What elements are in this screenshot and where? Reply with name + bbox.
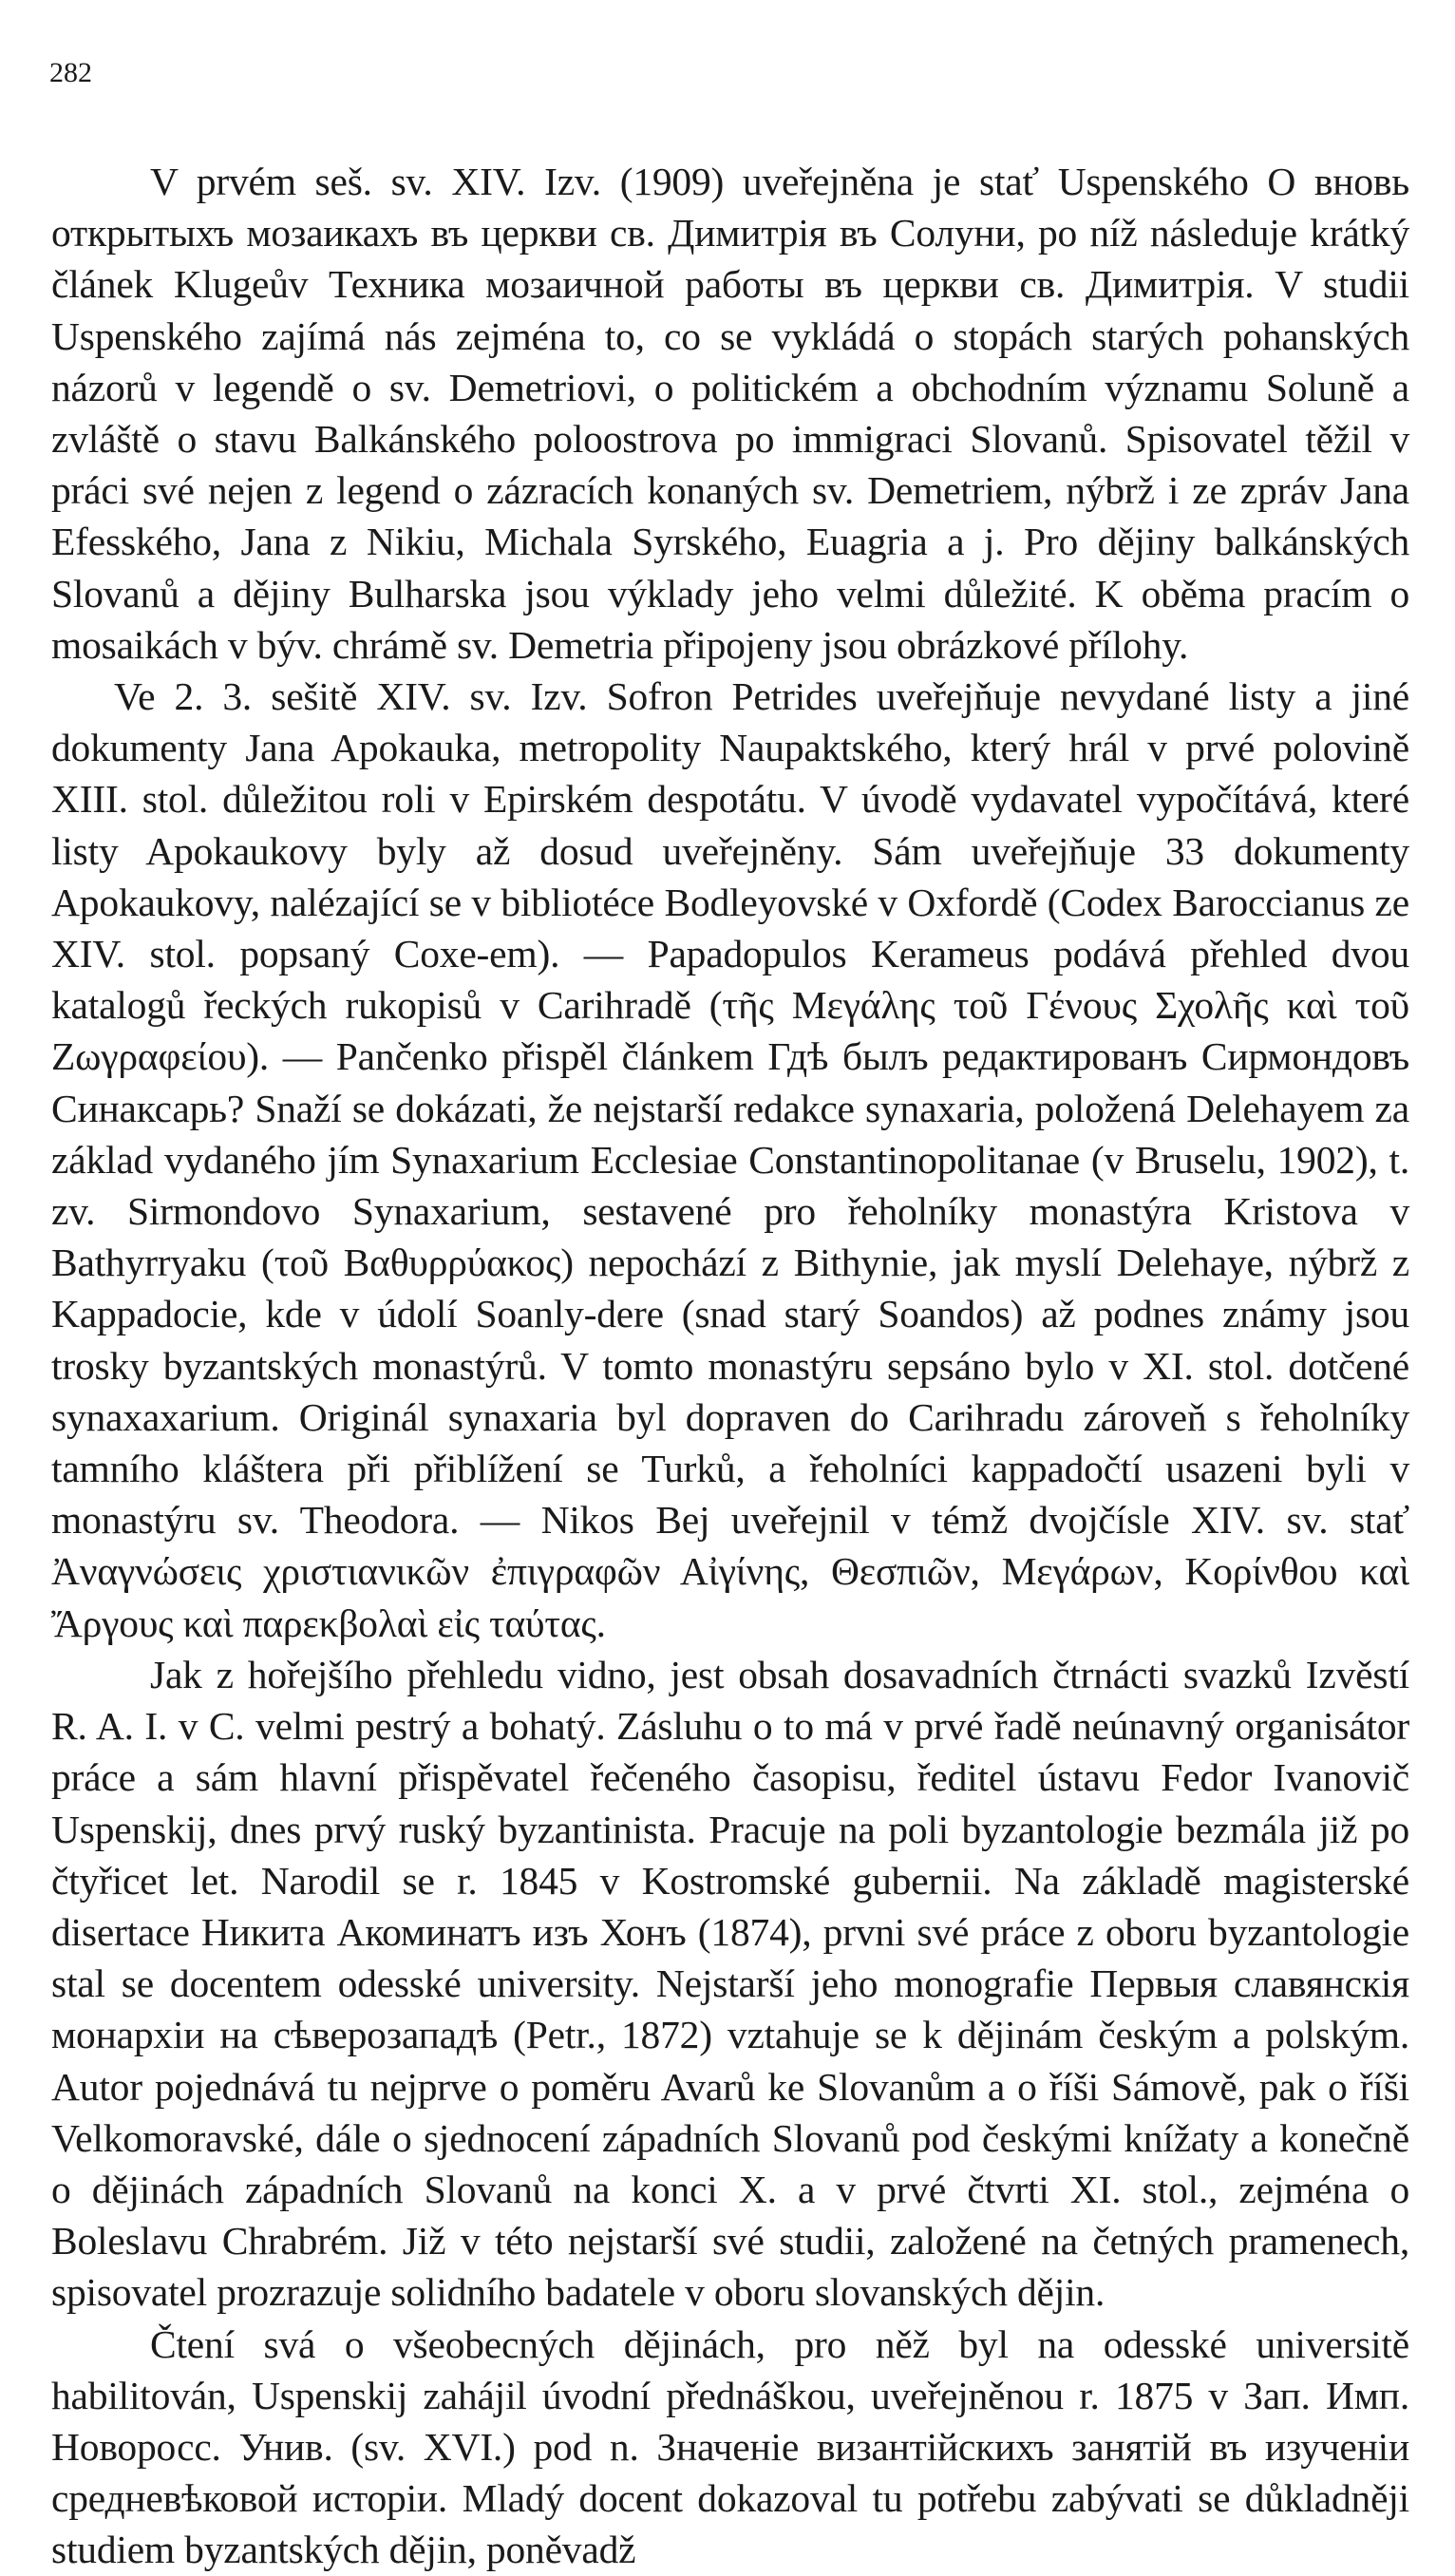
paragraph-4: Čtení svá o všeobecných dějinách, pro něž byl na odesské universitě habilitován, Uspenskij zahájil úvodní přednáškou, uveřejněnou r. 1875 v Зап. Имп. Новоросс. Унив. (sv. XVI.) pod n. Значеніе византійскихъ занятій въ изученіи средневѣковой исторіи. Mladý docent dokazoval tu potřebu zabývati se důkladněji studiem byzantských dějin, poněvadž [51, 2321, 1409, 2572]
body-text [51, 156, 1409, 2576]
paragraph-3: Jak z hořejšího přehledu vidno, jest obsah dosavadních čtrnácti svazků Izvěstí R. A. I. v C. velmi pestrý a bohatý. Zásluhu o to má v prvé řadě neúnavný organisátor práce a sám hlavní přispěvatel řečeného časopisu, ředitel ústavu Fedor Ivanovič Uspenskij, dnes prvý ruský byzantinista. Pracuje na poli byzantologie bezmála již po čtyřicet let. Narodil se r. 1845 v Kostromské gubernii. Na základě magisterské disertace Никита Акоминатъ изъ Хонъ (1874), prvni své práce z oboru byzantologie stal se docentem odesské university. Nejstarší jeho monografie Первыя славянскія монархіи на сѣверозападѣ (Petr., 1872) vztahuje se k dějinám českým a polským. Autor pojednává tu nejprve o poměru Avarů ke Slovanům a o říši Sámově, pak o říši Velkomoravské, dále o sjednocení západních Slovanů pod českými knížaty a konečně o dějinách západních Slovanů na konci X. a v prvé čtvrti XI. stol., zejména o Boleslavu Chrabrém. Již v této nejstarší své studii, založené na četných pramenech, spisovatel prozrazuje solidního badatele v oboru slovanských dějin. [51, 1652, 1409, 2315]
paragraph-2: Ve 2. 3. sešitě XIV. sv. Izv. Sofron Petrides uveřejňuje nevydané listy a jiné dokumenty Jana Apokauka, metropolity Naupaktského, který hrál v prvé polovině XIII. stol. důležitou roli v Epirském despotátu. V úvodě vydavatel vypočítává, které listy Apokaukovy byly až dosud uveřejněny. Sám uveřejňuje 33 dokumenty Apokaukovy, nalézající se v bibliotéce Bodleyovské v Oxfordě (Codex Baroccianus ze XIV. stol. popsaný Coxe-em). — Papadopulos Kerameus podává přehled dvou katalogů řeckých rukopisů v Carihradě (τῆς Μεγάλης τοῦ Γένους Σχολῆς καὶ τοῦ Ζωγραφείου). — Pančenko přispěl článkem Гдѣ былъ редактированъ Сирмондовъ Синаксарь? Snaží se dokázati, že nejstarší redakce synaxaria, položená Delehayem za základ vydaného jím Synaxarium Ecclesiae Constantinopolitanae (v Bruselu, 1902), t. zv. Sirmondovo Synaxarium, sestavené pro řeholníky monastýra Kristova v Bathyrryaku (τοῦ Βαθυρρύακος) nepochází z Bithynie, jak myslí Delehaye, nýbrž z Kappadocie, kde v údolí Soanly-dere (snad starý Soandos) až podnes známy jsou trosky byzantských monastýrů. V tomto monastýru sepsáno bylo v XI. stol. dotčené synaxaxarium. Originál synaxaria byl dopraven do Carihradu zároveň s řeholníky tamního kláštera při přiblížení se Turků, a řeholníci kappadočtí usazeni byli v monastýru sv. Theodora. — Nikos Bej uveřejnil v témž dvojčísle XIV. sv. stať Ἀναγνώσεις χριστιανικῶν ἐπιγραφῶν Αἰγίνης, Θεσπιῶν, Μεγάρων, Κορίνθου καὶ Ἄργους καὶ παρεκβολαὶ εἰς ταύτας. [51, 674, 1409, 1645]
paragraph-1: V prvém seš. sv. XIV. Izv. (1909) uveřejněna je stať Uspenského О вновь открытыхъ мозаикахъ въ церкви св. Димитрія въ Солуни, po níž následuje krátký článek Klugeův Техника мозаичной работы въ церкви св. Димитрія. V studii Uspenského zajímá nás zejména to, co se vykládá o stopách starých pohanských názorů v legendě o sv. Demetriovi, o politickém a obchodním významu Soluně a zvláště o stavu Balkánského poloostrova po immigraci Slovanů. Spisovatel těžil v práci své nejen z legend o zázracích konaných sv. Demetriem, nýbrž i ze zpráv Jana Efesského, Jana z Nikiu, Michala Syrského, Euagria a j. Pro dějiny balkánských Slovanů a dějiny Bulharska jsou výklady jeho velmi důležité. K oběma pracím o mosaikách v býv. chrámě sv. Demetria připojeny jsou obrázkové přílohy. [51, 160, 1409, 667]
page-number: 282 [49, 57, 92, 88]
